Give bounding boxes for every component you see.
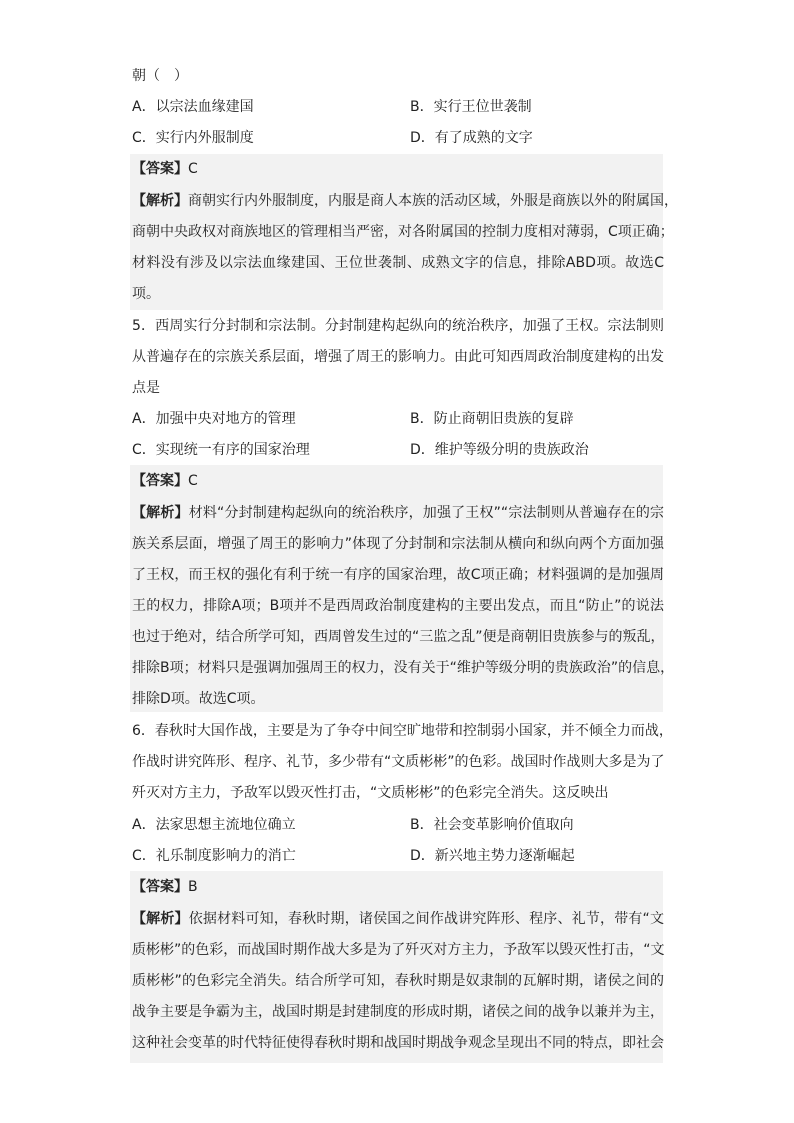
q6-stem-line-1: 6．春秋时大国作战，主要是为了争夺中间空旷地带和控制弱小国家，并不倾全力而战， (132, 723, 673, 739)
answer-label: 【答案】 (132, 879, 188, 895)
q5-analysis-line-4: 王的权力，排除A项；B项并不是西周政治制度建构的主要出发点，而且“防止”的说法 (132, 598, 664, 614)
analysis-label: 【解析】 (132, 911, 189, 927)
q4-option-a: A．以宗法血缘建国 (132, 99, 254, 115)
analysis-label: 【解析】 (132, 193, 188, 209)
q5-answer (132, 471, 664, 491)
q4-option-c: C．实行内外服制度 (132, 130, 254, 146)
analysis-text: 材料“分封制建构起纵向的统治秩序，加强了王权”“宗法制则从普遍存在的宗 (188, 505, 665, 521)
q6-analysis-line-4: 战争主要是争霸为主，战国时期是封建制度的形成时期，诸侯之间的战争以兼并为主， (132, 1004, 664, 1020)
q5-analysis-line-6: 排除B项；材料只是强调加强周王的权力，没有关于“维护等级分明的贵族政治”的信息， (132, 660, 675, 676)
q5-option-b: B．防止商朝旧贵族的复辟 (410, 411, 574, 427)
answer-value: C (188, 473, 198, 489)
q5-analysis-line-7: 排除D项。故选C项。 (132, 691, 265, 707)
q6-option-a: A．法家思想主流地位确立 (132, 817, 296, 833)
q5-analysis-line-1 (132, 503, 664, 523)
q6-analysis-line-5: 这种社会变革的时代特征使得春秋时期和战国时期战争观念呈现出不同的特点，即社会 (132, 1035, 664, 1051)
answer-value: B (188, 879, 198, 895)
q6-option-b: B．社会变革影响价值取向 (410, 817, 574, 833)
q5-analysis-line-5: 也过于绝对，结合所学可知，西周曾发生过的“三监之乱”便是商朝旧贵族参与的叛乱， (132, 629, 665, 645)
q6-analysis-line-2: 质彬彬”的色彩，而战国时期作战大多是为了歼灭对方主力，予敌军以毁灭性打击，“文 (132, 942, 665, 958)
q4-analysis-line-3: 材料没有涉及以宗法血缘建国、王位世袭制、成熟文字的信息，排除ABD项。故选C (132, 255, 664, 271)
q4-stem-tail: 朝（ ） (132, 68, 188, 84)
answer-value: C (188, 161, 198, 177)
q4-answer (132, 159, 664, 179)
q5-stem-line-1: 5．西周实行分封制和宗法制。分封制建构起纵向的统治秩序，加强了王权。宗法制则 (132, 318, 664, 334)
q5-stem-line-2: 从普遍存在的宗族关系层面，增强了周王的影响力。由此可知西周政治制度建构的出发 (132, 349, 664, 365)
q6-analysis-line-3: 质彬彬”的色彩完全消失。结合所学可知，春秋时期是奴隶制的瓦解时期，诸侯之间的 (132, 973, 664, 989)
q6-option-d: D．新兴地主势力逐渐崛起 (410, 848, 575, 864)
answer-label: 【答案】 (132, 473, 188, 489)
q6-answer (132, 877, 664, 897)
q4-analysis-line-1 (132, 191, 678, 211)
q5-analysis-line-2: 族关系层面，增强了周王的影响力”体现了分封制和宗法制从横向和纵向两个方面加强 (132, 536, 664, 552)
q5-option-c: C．实现统一有序的国家治理 (132, 442, 310, 458)
analysis-text: 商朝实行内外服制度，内服是商人本族的活动区域，外服是商族以外的附属国， (188, 193, 678, 209)
q4-option-b: B．实行王位世袭制 (410, 99, 532, 115)
q6-analysis-line-1 (132, 909, 664, 929)
q5-analysis-line-3: 了王权，而王权的强化有利于统一有序的国家治理，故C项正确；材料强调的是加强周 (132, 567, 664, 583)
q5-option-a: A．加强中央对地方的管理 (132, 411, 296, 427)
q5-stem-line-3: 点是 (132, 380, 160, 396)
analysis-label: 【解析】 (132, 505, 189, 521)
answer-label: 【答案】 (132, 161, 188, 177)
q4-analysis-line-2: 商朝中央政权对商族地区的管理相当严密，对各附属国的控制力度相对薄弱，C项正确； (132, 224, 674, 240)
q6-option-c: C．礼乐制度影响力的消亡 (132, 848, 296, 864)
analysis-text: 依据材料可知，春秋时期，诸侯国之间作战讲究阵形、程序、礼节，带有“文 (188, 911, 664, 927)
q5-option-d: D．维护等级分明的贵族政治 (410, 442, 589, 458)
q4-analysis-line-4: 项。 (132, 286, 160, 302)
q6-stem-line-3: 歼灭对方主力，予敌军以毁灭性打击，“文质彬彬”的色彩完全消失。这反映出 (132, 785, 609, 801)
q6-stem-line-2: 作战时讲究阵形、程序、礼节，多少带有“文质彬彬”的色彩。战国时作战则大多是为了 (132, 754, 665, 770)
q4-option-d: D．有了成熟的文字 (410, 130, 533, 146)
